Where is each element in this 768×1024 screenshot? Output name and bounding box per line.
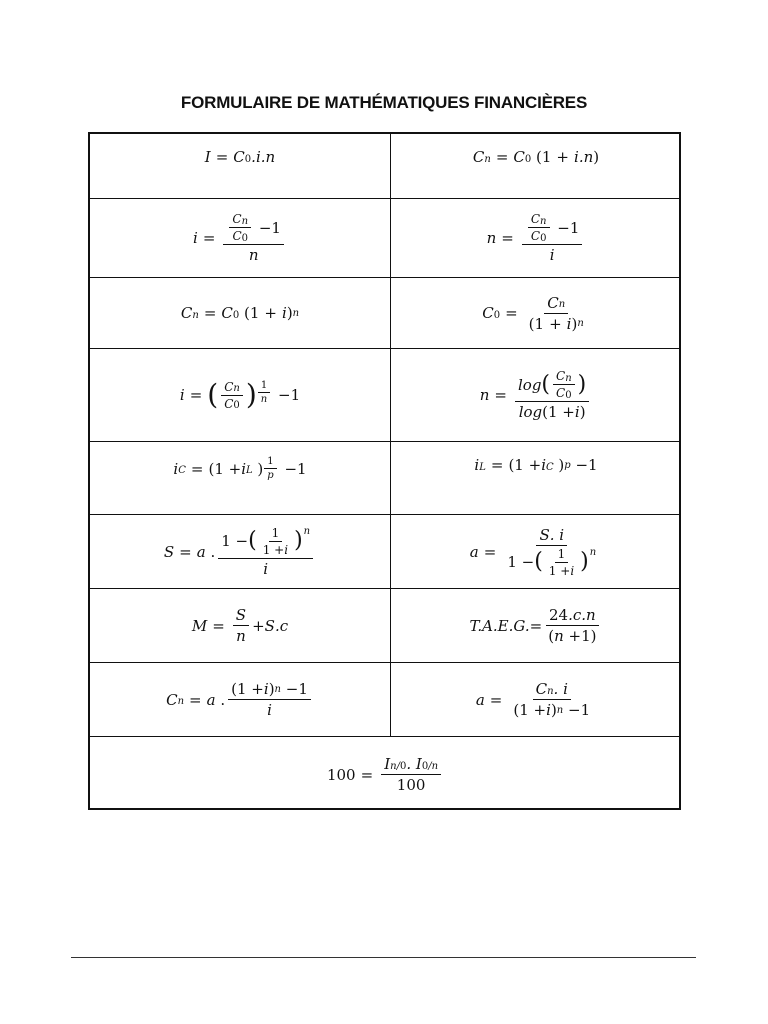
formula-annuity-payment: a = S . i 1 − ( 1 1 + i ) n [391, 515, 681, 589]
formula-rate-simple: i = C $_n$ C $_0$ − 1 n [90, 199, 391, 278]
formula-simple-interest: I = C $_0$ . i . n [90, 134, 391, 199]
page-title: FORMULAIRE DE MATHÉMATIQUES FINANCIÈRES [180, 93, 588, 112]
formula-monthly-payment: M = $\frac{S}{n}$ + S . c [90, 589, 391, 663]
formula-duration-simple: n = C $_n$ C $_0$ − 1 i [391, 199, 681, 278]
formula-equivalent-rate: i $_C$ = ( 1 + i $_L$ ) $\frac{1}{p}$ − 1 [90, 442, 391, 515]
formula-acquired-value-simple: C $_n$ = C $_0$ ( 1 + i . n ) [391, 134, 681, 199]
formula-annuity-present-value: S = a . 1 − ( 1 1 + i ) n i [90, 515, 391, 589]
formula-annuity-payment-future: a = C $_n$ . i ( 1 + i ) n − 1 [391, 663, 681, 737]
formula-annuity-future-value: C $_n$ = a . ( 1 + i ) n − 1 i [90, 663, 391, 737]
formula-duration-compound: n = log ( C $_n$ C $_0$ ) log ( 1 + i ) [391, 349, 681, 442]
formula-index: 100 = I $_{n /0}$ . I $_{0 /n}$ 100 [90, 737, 681, 812]
formula-taeg: T.A.E.G. = 24 . c . n ( n + 1 ) [391, 589, 681, 663]
formula-acquired-value-compound: C $_n$ = C $_0$ ( 1 + i ) n [90, 278, 391, 349]
formula-table [88, 132, 681, 810]
formula-present-value-compound: C $_0$ = C $_n$ ( 1 + i ) n [391, 278, 681, 349]
formula-rate-compound: i = ( C $_n$ C $_0$ ) $\frac{1}{n}$ − 1 [90, 349, 391, 442]
footer-divider [71, 957, 696, 958]
formula-proportional-rate: i $_L$ = ( 1 + i $_C$ ) p − 1 [391, 442, 681, 515]
